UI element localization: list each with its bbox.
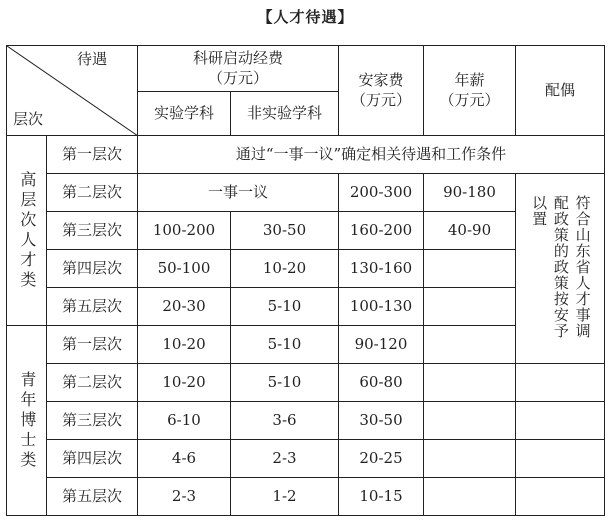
group-young-phd (7, 326, 47, 516)
research-funding-label: 科研启动经费 (192, 49, 283, 67)
spouse-cell (516, 364, 605, 402)
spouse-note: 符合山东省人才事调配政策的政策按安予以置 (530, 194, 592, 339)
level-cell: 第五层次 (47, 478, 138, 516)
salary-cell (424, 288, 516, 326)
housing-cell: 100-130 (339, 288, 424, 326)
non-experimental-header: 非实验学科 (231, 92, 339, 136)
non-experimental-cell: 5-10 (231, 364, 339, 402)
non-experimental-cell: 30-50 (231, 212, 339, 250)
salary-cell (424, 250, 516, 288)
spouse-note-cell (516, 174, 605, 364)
housing-header (339, 46, 424, 136)
group-label: 高层次人才类 (17, 170, 37, 291)
level-cell: 第四层次 (47, 250, 138, 288)
corner-header-benefits: 待遇 (76, 50, 107, 68)
non-experimental-cell: 2-3 (231, 440, 339, 478)
level-cell: 第二层次 (47, 364, 138, 402)
table-row (7, 136, 605, 174)
housing-cell: 20-25 (339, 440, 424, 478)
table-row (7, 250, 605, 288)
housing-label: 安家费 (358, 71, 404, 89)
salary-unit: （万元） (439, 90, 500, 109)
housing-unit: （万元） (350, 90, 411, 109)
spouse-cell (516, 402, 605, 440)
salary-cell (424, 440, 516, 478)
non-experimental-cell: 5-10 (231, 326, 339, 364)
salary-header (424, 46, 516, 136)
group-high-level (7, 136, 47, 326)
experimental-header: 实验学科 (138, 92, 231, 136)
non-experimental-cell: 5-10 (231, 288, 339, 326)
experimental-cell: 4-6 (138, 440, 231, 478)
experimental-cell: 2-3 (138, 478, 231, 516)
salary-cell: 40-90 (424, 212, 516, 250)
research-funding-header (138, 46, 339, 92)
housing-cell: 60-80 (339, 364, 424, 402)
table-row (7, 402, 605, 440)
salary-label: 年薪 (454, 71, 485, 89)
experimental-cell: 6-10 (138, 402, 231, 440)
non-experimental-cell: 10-20 (231, 250, 339, 288)
table-row (7, 478, 605, 516)
level-cell: 第五层次 (47, 288, 138, 326)
spouse-cell (516, 478, 605, 516)
table-row (7, 174, 605, 212)
page-title: 【人才待遇】 (257, 8, 354, 26)
housing-cell: 130-160 (339, 250, 424, 288)
spouse-cell (516, 440, 605, 478)
salary-cell: 90-180 (424, 174, 516, 212)
corner-header-cell (7, 46, 138, 136)
housing-cell: 160-200 (339, 212, 424, 250)
non-experimental-cell: 3-6 (231, 402, 339, 440)
level-cell: 第一层次 (47, 326, 138, 364)
table-row (7, 288, 605, 326)
corner-header-levels: 层次 (13, 109, 44, 128)
salary-cell (424, 402, 516, 440)
case-by-case-note: 通过“一事一议”确定相关待遇和工作条件 (138, 136, 605, 174)
table-row (7, 326, 605, 364)
funding-merged-cell: 一事一议 (138, 174, 339, 212)
level-cell: 第二层次 (47, 174, 138, 212)
spouse-header: 配偶 (516, 46, 605, 136)
non-experimental-cell: 1-2 (231, 478, 339, 516)
salary-cell (424, 364, 516, 402)
talent-benefits-table (6, 45, 605, 516)
level-cell: 第四层次 (47, 440, 138, 478)
experimental-cell: 10-20 (138, 326, 231, 364)
table-row (7, 440, 605, 478)
level-cell: 第一层次 (47, 136, 138, 174)
housing-cell: 200-300 (339, 174, 424, 212)
level-cell: 第三层次 (47, 212, 138, 250)
table-row (7, 212, 605, 250)
housing-cell: 30-50 (339, 402, 424, 440)
experimental-cell: 50-100 (138, 250, 231, 288)
housing-cell: 90-120 (339, 326, 424, 364)
experimental-cell: 100-200 (138, 212, 231, 250)
salary-cell (424, 326, 516, 364)
experimental-cell: 10-20 (138, 364, 231, 402)
level-cell: 第三层次 (47, 402, 138, 440)
experimental-cell: 20-30 (138, 288, 231, 326)
housing-cell: 10-15 (339, 478, 424, 516)
group-label: 青年博士类 (17, 370, 37, 471)
research-funding-unit: （万元） (207, 68, 268, 87)
salary-cell (424, 478, 516, 516)
table-row (7, 364, 605, 402)
